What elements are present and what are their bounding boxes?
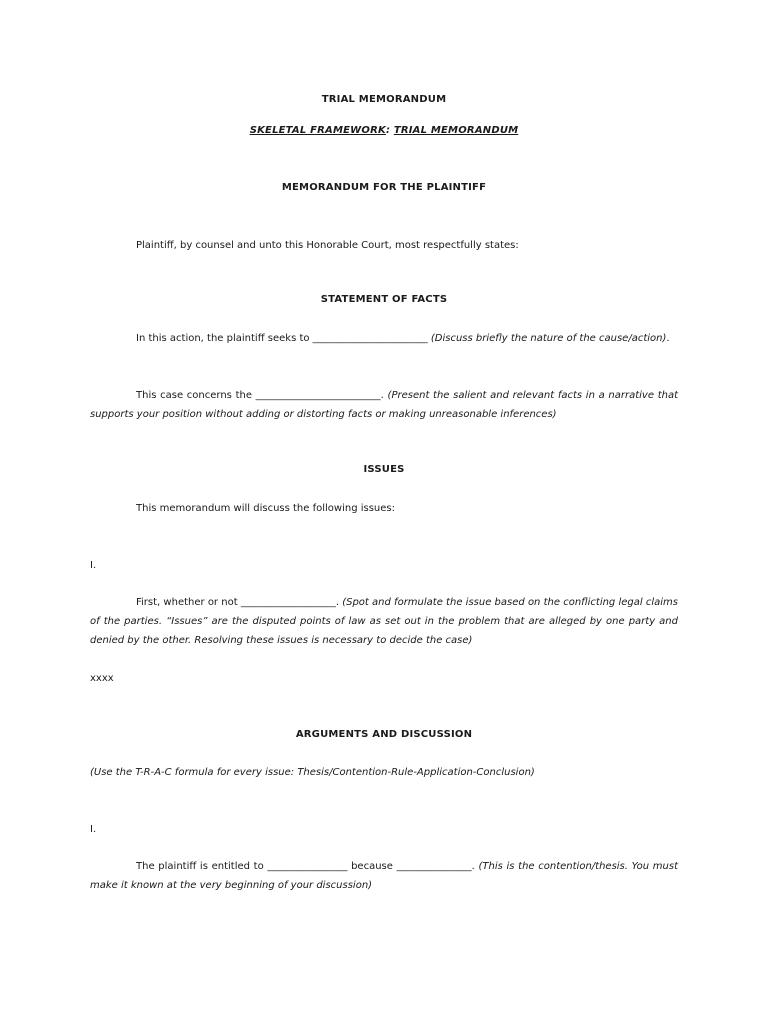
subtitle-part-2: TRIAL MEMORANDUM (393, 125, 519, 136)
subtitle-part-1: SKELETAL FRAMEWORK (249, 125, 386, 136)
document-subtitle (90, 125, 678, 136)
memorandum-heading: MEMORANDUM FOR THE PLAINTIFF (281, 182, 487, 193)
trac-formula-note: (Use the T-R-A-C formula for every issue: Thesis/Contention-Rule-Application-Conclusion) (90, 767, 535, 778)
issue-paragraph (90, 593, 678, 650)
issue-text: First, whether or not ___________________. (136, 597, 343, 608)
intro-paragraph: Plaintiff, by counsel and unto this Honorable Court, most respectfully states: (136, 240, 519, 251)
issue-numeral: I. (90, 560, 97, 571)
issues-heading: ISSUES (363, 464, 405, 475)
arguments-heading: ARGUMENTS AND DISCUSSION (295, 729, 473, 740)
argument-paragraph (90, 857, 678, 895)
issue-placeholder: xxxx (90, 673, 114, 684)
argument-text: The plaintiff is entitled to ________________ because _______________. (136, 861, 479, 872)
facts-p1-text: In this action, the plaintiff seeks to _______________________ (136, 333, 431, 344)
facts-paragraph-2 (90, 386, 678, 424)
argument-note: (This is the contention/thesis. You must make it known at the very beginning of your discussion) (90, 861, 678, 891)
subtitle-separator: : (385, 125, 394, 136)
facts-paragraph-1 (90, 329, 678, 348)
argument-numeral: I. (90, 824, 97, 835)
statement-of-facts-heading: STATEMENT OF FACTS (320, 294, 448, 305)
facts-p2-text: This case concerns the _________________________. (136, 390, 388, 401)
facts-p1-note: (Discuss briefly the nature of the cause/action) (430, 333, 667, 344)
issue-note: (Spot and formulate the issue based on the conflicting legal claims of the parties. “Issues” are the disputed points of law as set out in the problem that are alleged by one party and denied by the other. Resolving these issues is necessary to decide the case) (90, 597, 679, 646)
issues-intro: This memorandum will discuss the following issues: (136, 503, 396, 514)
facts-p2-note: (Present the salient and relevant facts in a narrative that supports your position without adding or distorting facts or making unreasonable inferences) (90, 390, 678, 420)
facts-p1-end: . (666, 333, 670, 344)
document-title: TRIAL MEMORANDUM (321, 94, 447, 105)
